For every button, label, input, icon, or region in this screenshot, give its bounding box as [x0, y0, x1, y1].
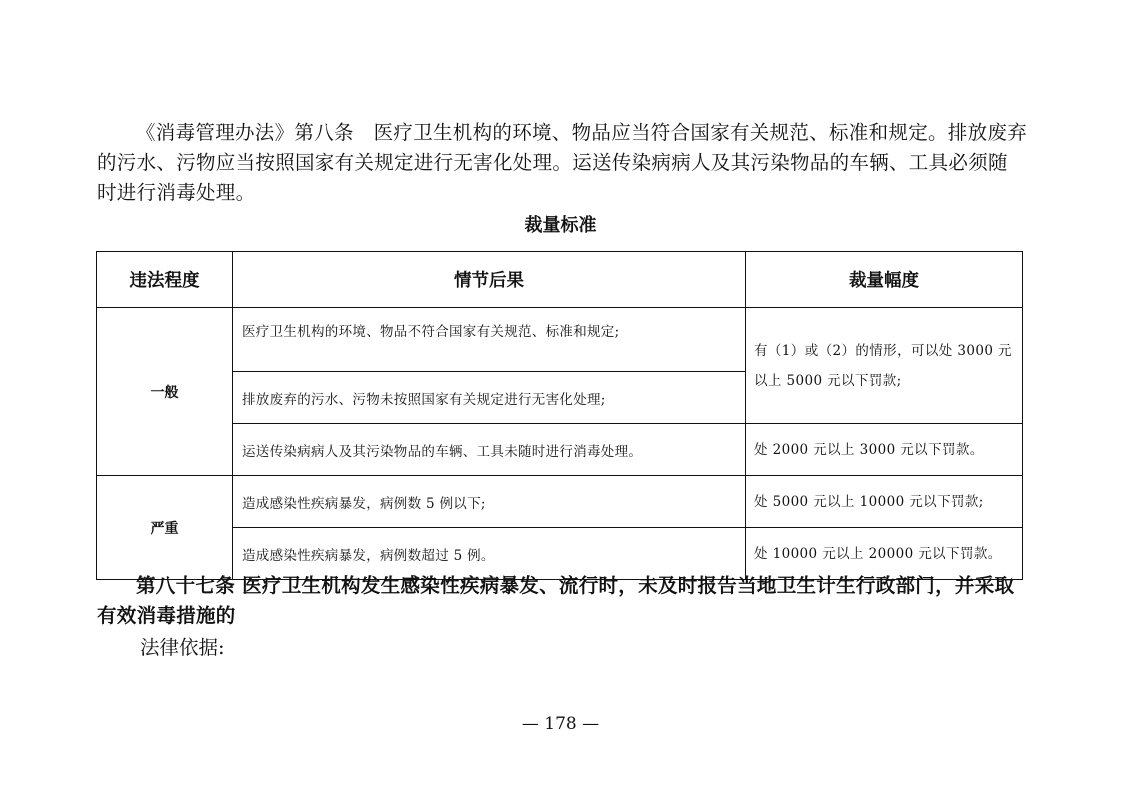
penalty-cell-merged: 有（1）或（2）的情形，可以处 3000 元以上 5000 元以下罚款;	[746, 308, 1023, 424]
fact-cell: 造成感染性疾病暴发，病例数超过 5 例。	[233, 528, 746, 580]
header-violation-level: 违法程度	[97, 252, 233, 308]
table-row	[97, 424, 1023, 476]
intro-paragraph: 《消毒管理办法》第八条 医疗卫生机构的环境、物品应当符合国家有关规范、标准和规定。排放废弃的污水、污物应当按照国家有关规定进行无害化处理。运送传染病病人及其污染物品的车辆、工具必须随时进行消毒处理。	[97, 121, 1028, 204]
fact-cell: 运送传染病病人及其污染物品的车辆、工具未随时进行消毒处理。	[233, 424, 746, 476]
table-header-row	[97, 252, 1023, 308]
section-title: 第八十七条 医疗卫生机构发生感染性疾病暴发、流行时，未及时报告当地卫生计生行政部门，并采取有效消毒措施的	[97, 574, 1015, 627]
level-general: 一般	[97, 308, 233, 476]
table-row	[97, 476, 1023, 528]
page-number: — 178 —	[521, 714, 600, 734]
penalty-cell: 处 5000 元以上 10000 元以下罚款;	[746, 476, 1023, 528]
fact-cell: 医疗卫生机构的环境、物品不符合国家有关规范、标准和规定;	[233, 308, 746, 372]
table-row	[97, 308, 1023, 372]
header-circumstances: 情节后果	[233, 252, 746, 308]
penalty-cell: 处 10000 元以上 20000 元以下罚款。	[746, 528, 1023, 580]
fact-cell: 造成感染性疾病暴发，病例数 5 例以下;	[233, 476, 746, 528]
legal-basis-label: 法律依据:	[140, 636, 225, 659]
table-caption: 裁量标准	[524, 215, 597, 236]
penalty-cell: 处 2000 元以上 3000 元以下罚款。	[746, 424, 1023, 476]
header-penalty-range: 裁量幅度	[746, 252, 1023, 308]
fact-cell: 排放废弃的污水、污物未按照国家有关规定进行无害化处理;	[233, 372, 746, 424]
level-serious: 严重	[97, 476, 233, 580]
penalty-standard-table	[96, 251, 1023, 580]
